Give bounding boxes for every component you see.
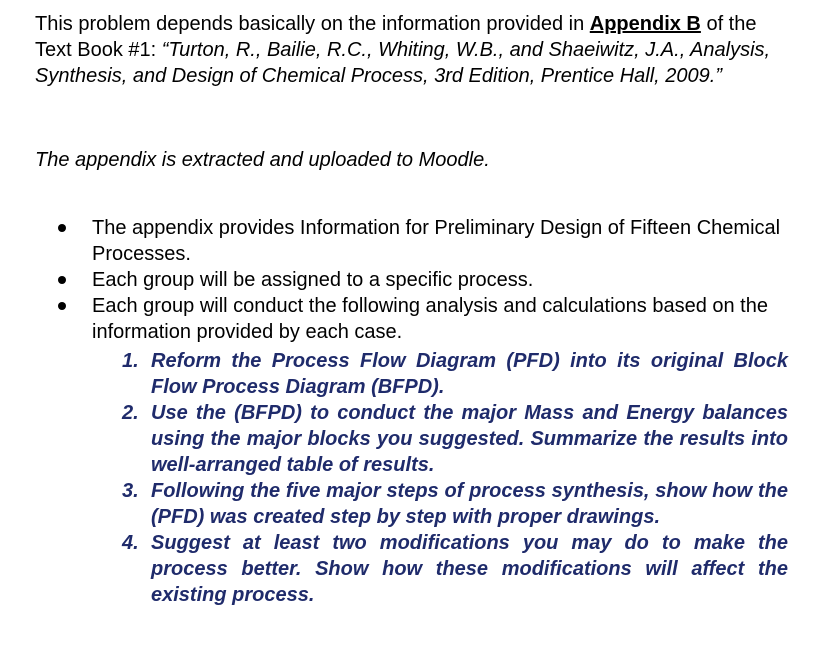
step-number: 1. — [122, 350, 139, 372]
bullet-text: Each group will conduct the following analysis and calculations based on the information provided by each case. — [92, 295, 768, 343]
bullet-text: Each group will be assigned to a specific process. — [92, 269, 534, 291]
step-text: Following the five major steps of process synthesis, show how the (PFD) was created step by step with proper drawings. — [151, 480, 788, 528]
step-text: Use the (BFPD) to conduct the major Mass and Energy balances using the major blocks you suggested. Summarize the results into well-arranged table of results. — [151, 402, 788, 476]
bullet-dot-icon — [58, 276, 66, 284]
step-item — [122, 348, 788, 400]
step-number: 3. — [122, 480, 139, 502]
textbook-citation: “Turton, R., Bailie, R.C., Whiting, W.B., and Shaeiwitz, J.A., Analysis, Synthesis, and Design of Chemical Process, 3rd Edition, Prentice Hall, 2009.” — [35, 39, 771, 87]
moodle-note: The appendix is extracted and uploaded to Moodle. — [35, 149, 490, 171]
bullet-item — [58, 267, 788, 293]
bullet-list — [58, 215, 788, 345]
step-number: 2. — [122, 402, 139, 424]
bullet-item — [58, 215, 788, 267]
step-text: Suggest at least two modifications you may do to make the process better. Show how these modifications will affect the existing process. — [151, 532, 788, 606]
intro-middle: of the Text Book #1: — [35, 13, 757, 61]
intro-prefix: This problem depends basically on the information provided in — [35, 13, 590, 35]
step-item — [122, 400, 788, 478]
step-number: 4. — [122, 532, 139, 554]
bullet-text: The appendix provides Information for Preliminary Design of Fifteen Chemical Processes. — [92, 217, 781, 265]
step-item — [122, 478, 788, 530]
step-text: Reform the Process Flow Diagram (PFD) into its original Block Flow Process Diagram (BFPD). — [151, 350, 788, 398]
bullet-dot-icon — [58, 302, 66, 310]
numbered-steps — [122, 348, 788, 608]
bullet-dot-icon — [58, 224, 66, 232]
bullet-item — [58, 293, 788, 345]
intro-paragraph — [35, 11, 795, 89]
appendix-b-reference: Appendix B — [589, 13, 701, 35]
step-item — [122, 530, 788, 608]
